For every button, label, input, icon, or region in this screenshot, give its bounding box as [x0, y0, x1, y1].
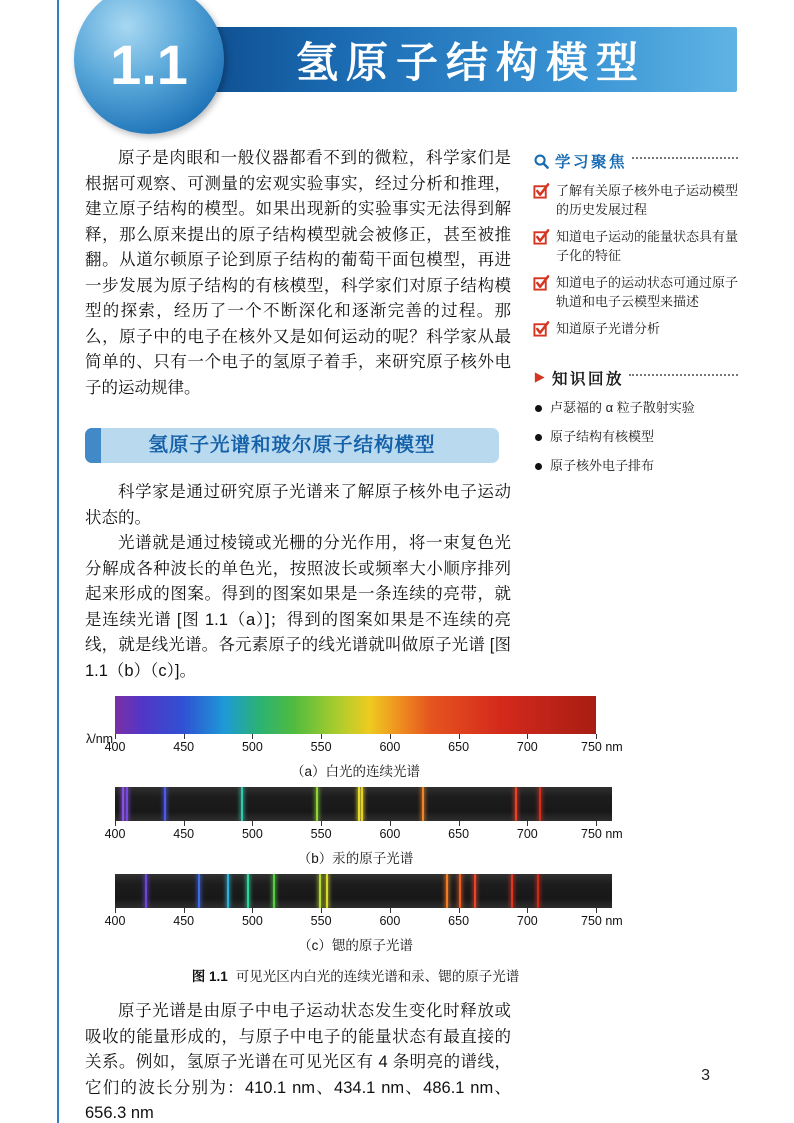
- focus-item-text: 了解有关原子核外电子运动模型的历史发展过程: [556, 183, 739, 217]
- chapter-title-bar: [205, 27, 737, 92]
- bullet-dot-icon: [535, 405, 542, 412]
- chapter-title: 氢原子结构模型: [295, 38, 646, 86]
- knowledge-review-list: [533, 399, 738, 475]
- dotted-leader: [632, 157, 738, 159]
- knowledge-review-block: [533, 367, 738, 475]
- spectra-detail-paragraph: 光谱就是通过棱镜或光栅的分光作用，将一束复色光分解成各种波长的单色光，按照波长或频率大小顺序排列起来形成的图案。得到的图案如果是一条连续的亮带，就是连续光谱 [图 1.1（a）]；得到的图案如果是不连续的亮线，就是线光谱。各元素原子的线光谱就叫做原子光谱 [图 1.1（b）（c）]。: [85, 534, 511, 680]
- dotted-leader: [629, 374, 738, 376]
- knowledge-review-heading: [533, 367, 738, 389]
- spectrum-panel-strontium: [85, 874, 623, 954]
- spectra-intro-paragraph: 科学家是通过研究原子光谱来了解原子核外电子运动状态的。: [85, 483, 511, 527]
- learning-focus-title: 学习聚焦: [555, 154, 628, 171]
- spectrum-panel-mercury: [85, 787, 623, 867]
- panel-c-caption: （c）锶的原子光谱: [298, 938, 413, 953]
- review-list-item: [533, 399, 738, 417]
- focus-magnifier-icon: [533, 153, 550, 170]
- mercury-line-spectrum-bar: [115, 787, 612, 821]
- strontium-line-spectrum-bar: [115, 874, 612, 908]
- page-number: 3: [701, 1067, 710, 1084]
- focus-item-text: 知道电子运动的能量状态具有量子化的特征: [556, 229, 739, 263]
- spectrum-panel-continuous: [85, 696, 623, 780]
- section-heading-text: 氢原子光谱和玻尔原子结构模型: [148, 434, 436, 456]
- red-play-triangle-icon: [533, 371, 546, 384]
- focus-list-item: [533, 182, 738, 219]
- review-list-item: [533, 457, 738, 475]
- wavelength-axis-label: λ/nm: [86, 732, 114, 746]
- axis-tick-labels: 400 450 500 550 600 650 700 750 nm: [104, 827, 623, 841]
- bullet-dot-icon: [535, 463, 542, 470]
- panel-b-caption: （b）汞的原子光谱: [297, 851, 414, 866]
- focus-list-item: [533, 274, 738, 311]
- section-number: 1.1: [110, 32, 188, 96]
- intro-paragraph: 原子是肉眼和一般仪器都看不到的微粒，科学家们是根据可观察、可测量的宏观实验事实，经过分析和推理，建立原子结构的模型。如果出现新的实验事实无法得到解释，那么原来提出的原子结构模型就会被修正，甚至被推翻。从道尔顿原子论到原子结构的葡萄干面包模型，再进一步发展为原子结构的有核模型，科学家们对原子结构模型的探索，经历了一个不断深化和逐渐完善的过程。那么，原子中的电子在核外又是如何运动的呢？科学家从最简单的、只有一个电子的氢原子着手，来研究原子核外电子的运动规律。: [85, 149, 511, 397]
- hydrogen-spectrum-paragraph: 原子光谱是由原子中电子运动状态发生变化时释放或吸收的能量形成的，与原子中电子的能量状态有最直接的关系。例如，氢原子光谱在可见光区有 4 条明亮的谱线，它们的波长分别为：410.1 nm、434.1 nm、486.1 nm、656.3 nm: [85, 1002, 511, 1122]
- figure-caption-label: 图 1.1: [191, 969, 228, 984]
- figure-1-1: [85, 696, 623, 985]
- red-checkbox-icon: [533, 320, 550, 337]
- learning-focus-list: [533, 182, 738, 339]
- focus-item-text: 知道电子的运动状态可通过原子轨道和电子云模型来描述: [556, 275, 739, 309]
- heading-accent-tab: [85, 428, 101, 463]
- focus-item-text: 知道原子光谱分析: [556, 321, 661, 336]
- page-border-left: [57, 0, 59, 1123]
- figure-caption-text: 可见光区内白光的连续光谱和汞、锶的原子光谱: [235, 969, 520, 984]
- red-checkbox-icon: [533, 228, 550, 245]
- knowledge-review-title: 知识回放: [552, 370, 625, 388]
- panel-a-caption: （a）白光的连续光谱: [290, 764, 420, 779]
- continuous-spectrum-bar: [115, 696, 596, 734]
- focus-list-item: [533, 228, 738, 265]
- review-item-text: 原子核外电子排布: [550, 457, 655, 473]
- review-item-text: 原子结构有核模型: [550, 428, 655, 444]
- section-number-badge: [74, 0, 224, 134]
- bullet-dot-icon: [535, 434, 542, 441]
- red-checkbox-icon: [533, 274, 550, 291]
- red-checkbox-icon: [533, 182, 550, 199]
- axis-tick-labels: λ/nm 400 450 500 550 600 650 700 750 nm: [86, 732, 623, 754]
- figure-caption: [85, 965, 626, 985]
- learning-focus-block: [533, 150, 738, 339]
- axis-tick-labels: 400 450 500 550 600 650 700 750 nm: [104, 914, 623, 928]
- review-item-text: 卢瑟福的 α 粒子散射实验: [550, 399, 695, 415]
- sidebar: [533, 150, 738, 486]
- section-heading: [85, 428, 499, 463]
- learning-focus-heading: [533, 150, 738, 172]
- focus-list-item: [533, 320, 738, 339]
- review-list-item: [533, 428, 738, 446]
